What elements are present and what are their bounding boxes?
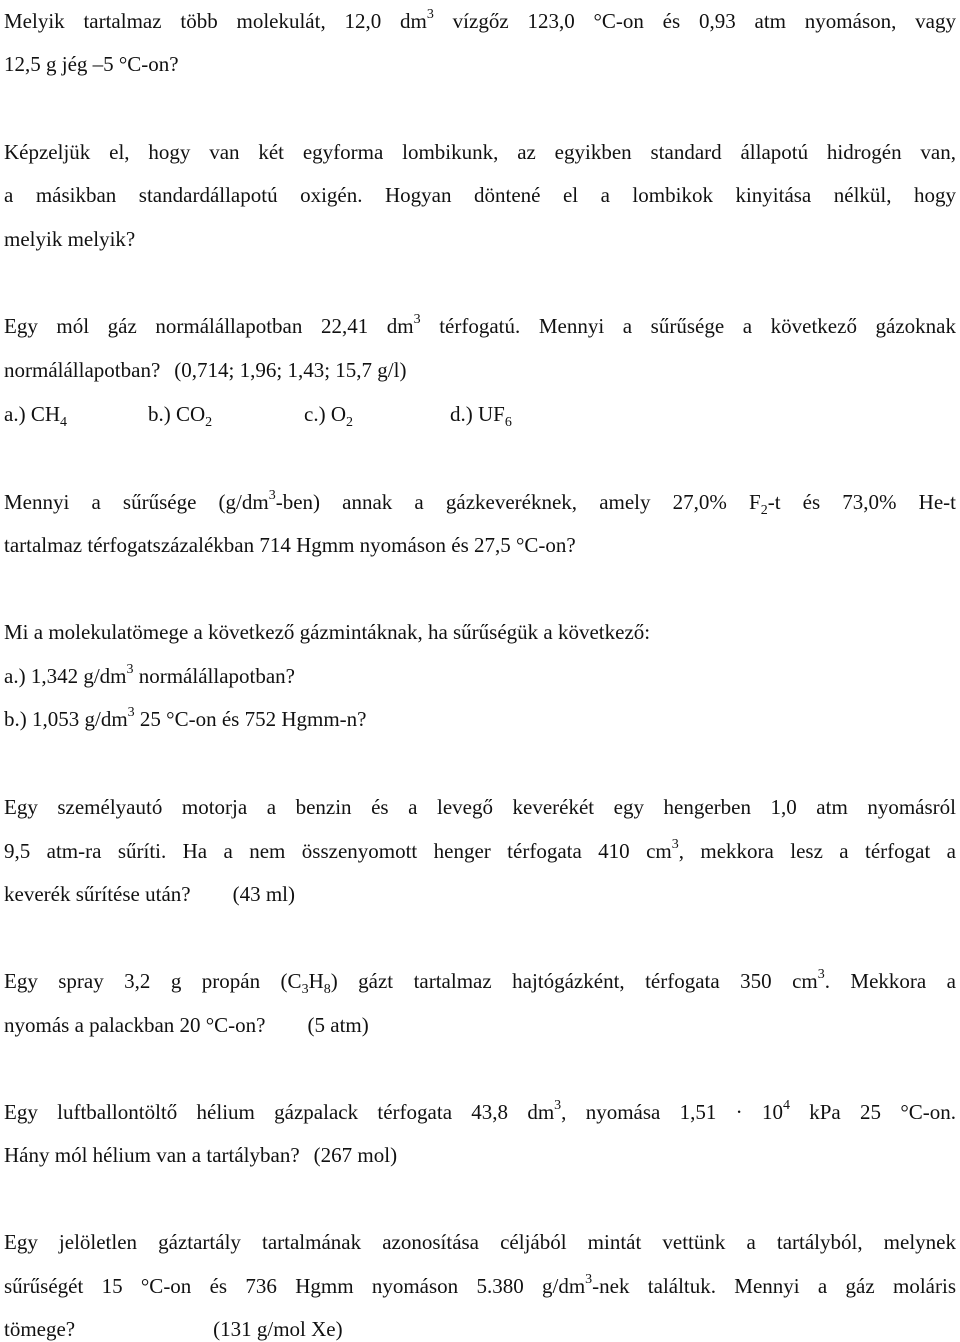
problem-5-line-1: Mi a molekulatömege a következő gázmintáknak, ha sűrűségük a következő: [4,620,651,644]
problem-3-line-2: normálállapotban? (0,714; 1,96; 1,43; 15,7 g/l) [4,358,407,382]
problem-5-option-a: a.) 1,342 $g/dm^3$ normálállapotban? [4,662,296,688]
problem-6-line-2: 9,5 atm-ra sűríti. Ha a nem összenyomott henger térfogata 410 $cm^3$, mekkora lesz a térfogat a [4,837,956,863]
problem-2-line-3: melyik melyik? [4,227,136,251]
problem-1-line-2: 12,5 g jég –5 °C-on? [4,52,179,76]
problem-9-line-2: sűrűségét 15 °C-on és 736 Hgmm nyomáson 5.380 $g/dm^3$-nek találtuk. Mennyi a gáz moláris [4,1272,956,1298]
problem-4-line-2: tartalmaz térfogatszázalékban 714 Hgmm nyomáson és 27,5 °C-on? [4,533,576,557]
option-b: b.) $CO_2$ [148,402,213,431]
problem-2-line-1: Képzeljük el, hogy van két egyforma lombikunk, az egyikben standard állapotú hidrogén van, [4,140,956,164]
problem-7-line-2: nyomás a palackban 20 °C-on? (5 atm) [4,1013,369,1037]
problem-5-option-b: b.) 1,053 $g/dm^3$ 25 °C-on és 752 Hgmm-n? [4,705,367,731]
option-c: c.) $O_2$ [304,402,353,431]
problem-3-line-1: Egy mól gáz normálállapotban 22,41 $dm^3$ térfogatú. Mennyi a sűrűsége a következő gázoknak [4,312,956,338]
option-d: d.) $UF_6$ [450,402,512,431]
problem-8-line-2: Hány mól hélium van a tartályban? (267 mol) [4,1143,398,1167]
problem-7-line-1: Egy spray 3,2 g propán $(C_3H_8)$ gázt tartalmaz hajtógázként, térfogata 350 $cm^3$. Mekkora a [4,967,956,998]
problem-9-line-1: Egy jelöletlen gáztartály tartalmának azonosítása céljából mintát vettünk a tartályból, melynek [4,1230,956,1254]
problem-6-line-3: keverék sűrítése után? (43 ml) [4,882,295,906]
option-a: a.) $CH_4$ [4,402,67,431]
problem-2-line-2: a másikban standardállapotú oxigén. Hogyan döntené el a lombikok kinyitása nélkül, hogy [4,183,956,207]
problem-4-line-1: Mennyi a sűrűsége $(g/dm^3-ben)$ annak a gázkeveréknek, amely 27,0% $F_2-t$ és 73,0% He-t [4,488,956,519]
problem-1-line-1: Melyik tartalmaz több molekulát, 12,0 $dm^3$ vízgőz 123,0 °C-on és 0,93 atm nyomáson, vagy [4,7,956,33]
problem-8-line-1: Egy luftballontöltő hélium gázpalack térfogata 43,8 $dm^3$, nyomása $1,51 \cdot 10^4$ kPa 25 °C-on. [4,1098,956,1124]
problem-6-line-1: Egy személyautó motorja a benzin és a levegő keverékét egy hengerben 1,0 atm nyomásról [4,795,956,819]
problem-9-line-3: tömege? (131 g/mol Xe) [4,1317,343,1341]
